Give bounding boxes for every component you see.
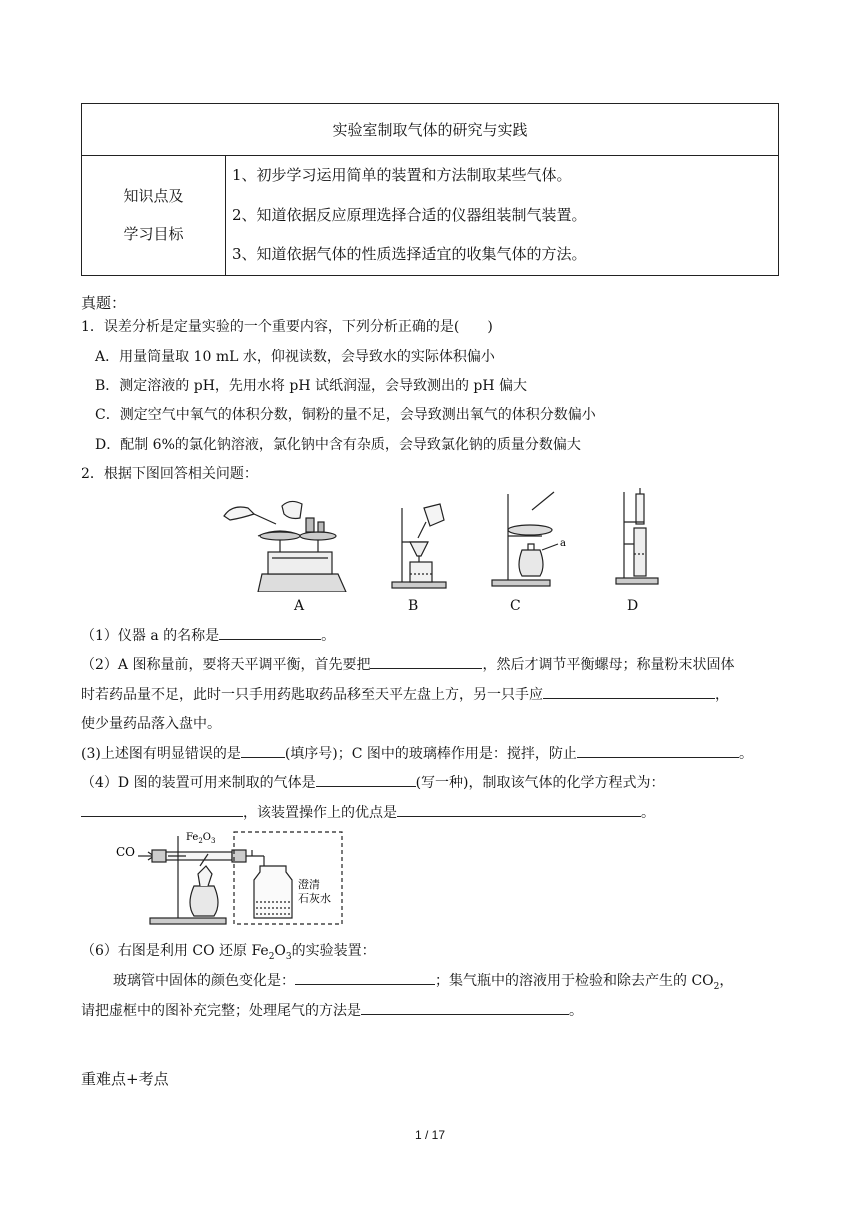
q2-part6-text-h: 。 xyxy=(569,1003,583,1019)
figure-co-label: CO xyxy=(116,845,136,859)
q2-part2-line1 xyxy=(81,654,734,674)
answer-blank[interactable] xyxy=(397,802,641,817)
q2-part4-text-c: ，该装置操作上的优点是 xyxy=(243,805,397,821)
goal-item: 2、知道依据反应原理选择合适的仪器组装制气装置。 xyxy=(232,205,587,224)
answer-blank[interactable] xyxy=(219,625,321,640)
table-label-cell xyxy=(82,156,226,276)
section-heading-true: 真题： xyxy=(81,294,127,312)
q2-part6-text-e: ；集气瓶中的溶液用于检验和除去产生的 CO xyxy=(435,973,714,989)
q2-part6-line3 xyxy=(81,1000,583,1020)
answer-blank[interactable] xyxy=(370,654,482,669)
answer-blank[interactable] xyxy=(361,1000,569,1015)
q2-part2-line2 xyxy=(81,684,729,704)
answer-blank[interactable] xyxy=(81,802,243,817)
q2-part4-text-a: （4）D 图的装置可用来制取的气体是 xyxy=(81,775,316,791)
q1-stem: 1．误差分析是定量实验的一个重要内容，下列分析正确的是( ) xyxy=(81,319,493,335)
figure-c-label: C xyxy=(510,598,521,614)
q1-option-b: B．测定溶液的 pH，先用水将 pH 试纸润湿，会导致测出的 pH 偏大 xyxy=(95,378,528,394)
section-heading-key-points: 重难点+考点 xyxy=(81,1070,169,1088)
figure-d-label: D xyxy=(627,598,639,614)
answer-blank[interactable] xyxy=(241,743,285,758)
figure-c-evaporation xyxy=(488,490,578,590)
q2-part3-text-c: 。 xyxy=(738,746,753,762)
q2-part6-text-f: ， xyxy=(719,973,734,989)
answer-blank[interactable] xyxy=(316,772,416,787)
q2-part1-text: （1）仪器 a 的名称是 xyxy=(81,628,220,644)
q1-option-d: D．配制 6%的氯化钠溶液，氯化钠中含有杂质，会导致氯化钠的质量分数偏大 xyxy=(95,437,581,453)
q2-part2-line3: 使少量药品落入盘中。 xyxy=(81,716,221,732)
q1-option-a: A．用量筒量取 10 mL 水，仰视读数，会导致水的实际体积偏小 xyxy=(95,349,495,365)
q2-part2-text-a: （2）A 图称量前，要将天平调平衡，首先要把 xyxy=(81,657,371,673)
figure-a-balance xyxy=(218,496,352,592)
q2-part6-line2 xyxy=(113,970,733,992)
figure-b-filtration xyxy=(388,498,450,590)
subscript: 3 xyxy=(285,951,292,962)
figure-c-mark: a xyxy=(560,538,566,549)
goal-item: 1、初步学习运用简单的装置和方法制取某些气体。 xyxy=(232,166,572,184)
q2-part2-text-d: ， xyxy=(715,687,729,703)
q2-part4-text-b: (写一种)，制取该气体的化学方程式为： xyxy=(415,775,665,791)
q2-part6-line1 xyxy=(81,940,376,962)
goal-item: 3、知道依据气体的性质选择适宜的收集气体的方法。 xyxy=(232,245,587,263)
q2-part2-text-b: ，然后才调节平衡螺母；称量粉末状固体 xyxy=(482,657,735,673)
figure-b-label: B xyxy=(408,598,419,614)
figure-fe2o3-label: $Fe_2O_3$ xyxy=(186,832,216,845)
q2-part6-text-g: 请把虚框中的图补充完整；处理尾气的方法是 xyxy=(81,1003,361,1019)
figure-co-reduction xyxy=(112,826,344,926)
table-title: 实验室制取气体的研究与实践 xyxy=(82,104,779,156)
table-label-line1: 知识点及 xyxy=(123,187,184,206)
subscript: 2 xyxy=(268,951,275,962)
answer-blank[interactable] xyxy=(543,684,715,699)
figure-a-label: A xyxy=(294,598,305,614)
q2-part4-line1 xyxy=(81,772,665,792)
answer-blank[interactable] xyxy=(295,970,435,985)
q1-option-c: C．测定空气中氧气的体积分数，铜粉的量不足，会导致测出氧气的体积分数偏小 xyxy=(95,407,596,423)
q2-part3 xyxy=(81,743,753,763)
subscript: 2 xyxy=(713,981,720,992)
q2-part6-text-b: O xyxy=(274,943,286,959)
figure-limewater-line1: 澄清 xyxy=(298,878,320,891)
answer-blank[interactable] xyxy=(577,743,739,758)
page-number: 1 / 17 xyxy=(414,1128,446,1142)
q2-part4-line2 xyxy=(81,802,655,822)
table-label-line2: 学习目标 xyxy=(123,225,184,244)
figure-limewater-line2: 石灰水 xyxy=(298,892,331,905)
q2-part6-text-c: 的实验装置： xyxy=(291,943,376,959)
q2-stem: 2．根据下图回答相关问题： xyxy=(81,466,258,482)
q2-part6-text-a: （6）右图是利用 CO 还原 Fe xyxy=(81,943,269,959)
q2-part1-end: 。 xyxy=(321,628,336,644)
q2-part3-text-a: (3)上述图有明显错误的是 xyxy=(81,746,241,762)
objectives-table xyxy=(81,103,779,276)
q2-part2-text-c: 时若药品量不足，此时一只手用药匙取药品移至天平左盘上方，另一只手应 xyxy=(81,687,543,703)
q2-part6-text-d: 玻璃管中固体的颜色变化是： xyxy=(113,973,295,989)
figure-d-gas-apparatus xyxy=(614,488,660,588)
table-goals-cell xyxy=(226,156,779,276)
q2-part4-text-d: 。 xyxy=(641,805,655,821)
q2-part1 xyxy=(81,625,335,645)
q2-part3-text-b: (填序号)；C 图中的玻璃棒作用是：搅拌，防止 xyxy=(284,746,577,762)
